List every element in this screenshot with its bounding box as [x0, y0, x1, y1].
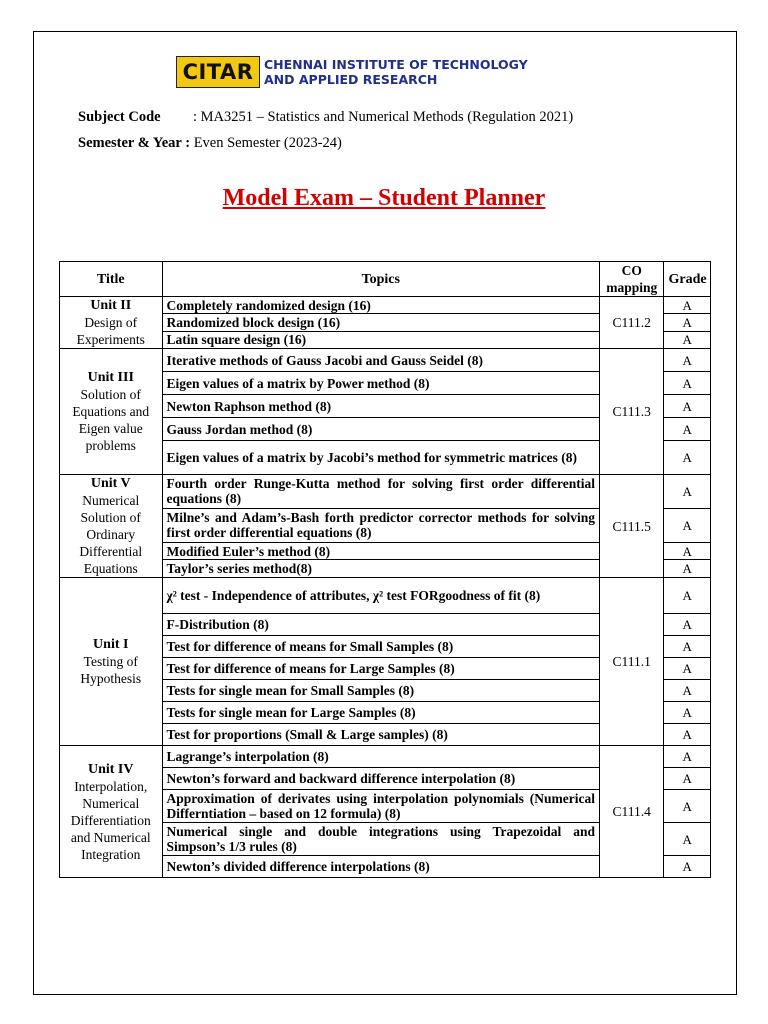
unit-name: Unit I: [93, 637, 129, 652]
grade-cell: A: [664, 658, 711, 680]
unit-cell: [60, 297, 163, 349]
unit-cell: [60, 578, 163, 746]
topic-cell: Taylor’s series method(8): [162, 560, 600, 578]
semester-label: Semester & Year :: [78, 135, 191, 151]
topic-cell: Modified Euler’s method (8): [162, 542, 600, 560]
unit-cell: [60, 349, 163, 475]
header-topics: Topics: [162, 262, 600, 297]
page-title: Model Exam – Student Planner: [222, 185, 546, 211]
topic-cell: F-Distribution (8): [162, 614, 600, 636]
grade-cell: A: [664, 508, 711, 542]
unit-description: Interpolation, Numerical Differentiation and Numerical Integration: [70, 778, 151, 862]
unit-description: Testing of Hypothesis: [80, 654, 142, 686]
logo-text: [264, 57, 528, 87]
grade-cell: A: [664, 578, 711, 614]
grade-cell: A: [664, 614, 711, 636]
table-row: [60, 297, 711, 314]
co-mapping-cell: C111.4: [600, 746, 664, 878]
topic-cell: χ² test - Independence of attributes, χ² test FORgoodness of fit (8): [162, 578, 600, 614]
topic-cell: Gauss Jordan method (8): [162, 418, 600, 441]
topic-cell: Newton’s divided difference interpolations (8): [162, 856, 600, 878]
topic-cell: Iterative methods of Gauss Jacobi and Gauss Seidel (8): [162, 349, 600, 372]
grade-cell: A: [664, 395, 711, 418]
institute-logo: [176, 54, 528, 90]
co-mapping-cell: C111.3: [600, 349, 664, 475]
header-co-mapping: [600, 262, 664, 297]
grade-cell: A: [664, 680, 711, 702]
grade-cell: A: [664, 418, 711, 441]
subject-code-label: Subject Code: [78, 109, 161, 125]
unit-description: Solution of Equations and Eigen value problems: [72, 387, 150, 453]
topic-cell: Eigen values of a matrix by Jacobi’s method for symmetric matrices (8): [162, 441, 600, 475]
grade-cell: A: [664, 702, 711, 724]
topic-cell: Latin square design (16): [162, 331, 600, 348]
table-row: [60, 578, 711, 614]
topic-cell: Tests for single mean for Large Samples (8): [162, 702, 600, 724]
header-co-line1: CO: [621, 263, 642, 278]
grade-cell: A: [664, 823, 711, 856]
topic-cell: Test for proportions (Small & Large samples) (8): [162, 724, 600, 746]
grade-cell: A: [664, 372, 711, 395]
unit-name: Unit II: [90, 298, 132, 313]
unit-name: Unit V: [90, 476, 131, 491]
topic-cell: Completely randomized design (16): [162, 297, 600, 314]
header-co-line2: mapping: [606, 280, 658, 295]
header-title: Title: [60, 262, 163, 297]
topic-cell: Lagrange’s interpolation (8): [162, 746, 600, 768]
grade-cell: A: [664, 475, 711, 509]
grade-cell: A: [664, 724, 711, 746]
topic-cell: Eigen values of a matrix by Power method (8): [162, 372, 600, 395]
semester-value: Even Semester (2023-24): [193, 135, 342, 151]
unit-description: Design of Experiments: [76, 315, 145, 347]
grade-cell: A: [664, 349, 711, 372]
co-mapping-cell: C111.5: [600, 475, 664, 578]
grade-cell: A: [664, 441, 711, 475]
table-row: [60, 349, 711, 372]
topic-cell: Test for difference of means for Small Samples (8): [162, 636, 600, 658]
topic-cell: Tests for single mean for Small Samples (8): [162, 680, 600, 702]
topic-cell: Test for difference of means for Large Samples (8): [162, 658, 600, 680]
table-body: [60, 297, 711, 878]
unit-description: Numerical Solution of Ordinary Differential Equations: [79, 493, 143, 576]
grade-cell: A: [664, 636, 711, 658]
unit-cell: [60, 475, 163, 578]
grade-cell: A: [664, 856, 711, 878]
logo-line-1: CHENNAI INSTITUTE OF TECHNOLOGY: [264, 57, 528, 72]
topic-cell: Approximation of derivates using interpolation polynomials (Numerical Differntiation – based on 12 formula) (8): [162, 790, 600, 823]
unit-name: Unit IV: [87, 761, 134, 777]
topic-cell: Randomized block design (16): [162, 314, 600, 331]
grade-cell: A: [664, 331, 711, 348]
unit-cell: [60, 746, 163, 878]
co-mapping-cell: C111.1: [600, 578, 664, 746]
co-mapping-cell: C111.2: [600, 297, 664, 349]
logo-mark: CITAR: [176, 56, 260, 88]
grade-cell: A: [664, 314, 711, 331]
topic-cell: Numerical single and double integrations using Trapezoidal and Simpson’s 1/3 rules (8): [162, 823, 600, 856]
grade-cell: A: [664, 560, 711, 578]
grade-cell: A: [664, 746, 711, 768]
planner-table: [59, 261, 711, 878]
topic-cell: Fourth order Runge-Kutta method for solving first order differential equations (8): [162, 475, 600, 509]
header-grade: Grade: [664, 262, 711, 297]
topic-cell: Newton’s forward and backward difference interpolation (8): [162, 768, 600, 790]
topic-cell: Newton Raphson method (8): [162, 395, 600, 418]
table-row: [60, 746, 711, 768]
unit-name: Unit III: [87, 370, 134, 385]
table-header-row: [60, 262, 711, 297]
subject-code-value: : MA3251 – Statistics and Numerical Methods (Regulation 2021): [193, 109, 574, 125]
grade-cell: A: [664, 768, 711, 790]
grade-cell: A: [664, 297, 711, 314]
grade-cell: A: [664, 790, 711, 823]
grade-cell: A: [664, 542, 711, 560]
topic-cell: Milne’s and Adam’s-Bash forth predictor corrector methods for solving first order differential equations (8): [162, 508, 600, 542]
logo-line-2: AND APPLIED RESEARCH: [264, 72, 438, 87]
subject-code-row: [78, 109, 573, 126]
table-row: [60, 475, 711, 509]
semester-row: [78, 135, 342, 152]
